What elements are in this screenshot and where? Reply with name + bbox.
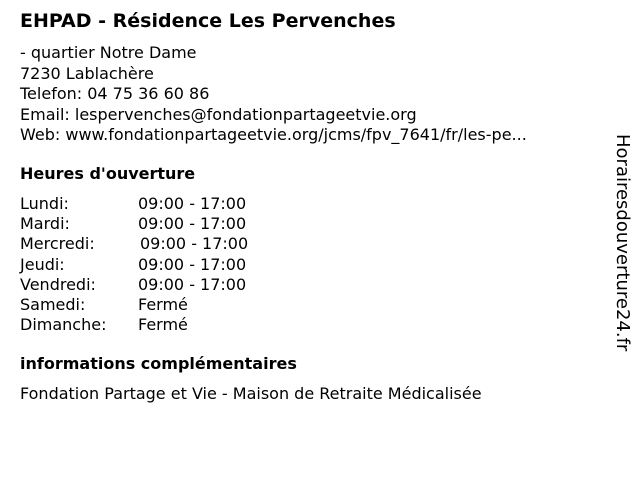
day-label: Jeudi:	[20, 254, 65, 274]
page-title: EHPAD - Résidence Les Pervenches	[20, 10, 396, 32]
hours-value: Fermé	[138, 315, 188, 335]
brand-watermark: Horairesdouverture24.fr	[612, 134, 633, 352]
hours-heading: Heures d'ouverture	[20, 164, 196, 183]
hours-value: 09:00 - 17:00	[140, 234, 249, 254]
day-label: Vendredi:	[20, 274, 96, 294]
info-text: Fondation Partage et Vie - Maison de Retraite Médicalisée	[20, 384, 482, 403]
city-line: 7230 Lablachère	[20, 63, 154, 83]
day-label: Mercredi:	[20, 234, 95, 254]
day-label: Lundi:	[20, 194, 69, 213]
hours-value: 09:00 - 17:00	[138, 214, 247, 234]
street-line: - quartier Notre Dame	[20, 43, 197, 62]
hours-value: 09:00 - 17:00	[138, 254, 247, 274]
info-heading: informations complémentaires	[20, 354, 297, 373]
day-label: Samedi:	[20, 294, 86, 314]
phone-line: Telefon: 04 75 36 60 86	[20, 84, 210, 103]
hours-value: 09:00 - 17:00	[138, 274, 247, 294]
hours-value: Fermé	[138, 294, 188, 314]
address-block	[20, 43, 527, 146]
day-label: Mardi:	[20, 214, 70, 234]
email-line: Email: lespervenches@fondationpartageetvie.org	[20, 104, 417, 124]
hours-value: 09:00 - 17:00	[138, 194, 247, 213]
web-line: Web: www.fondationpartageetvie.org/jcms/fpv_7641/fr/les-pe...	[20, 125, 527, 144]
day-label: Dimanche:	[20, 315, 107, 335]
